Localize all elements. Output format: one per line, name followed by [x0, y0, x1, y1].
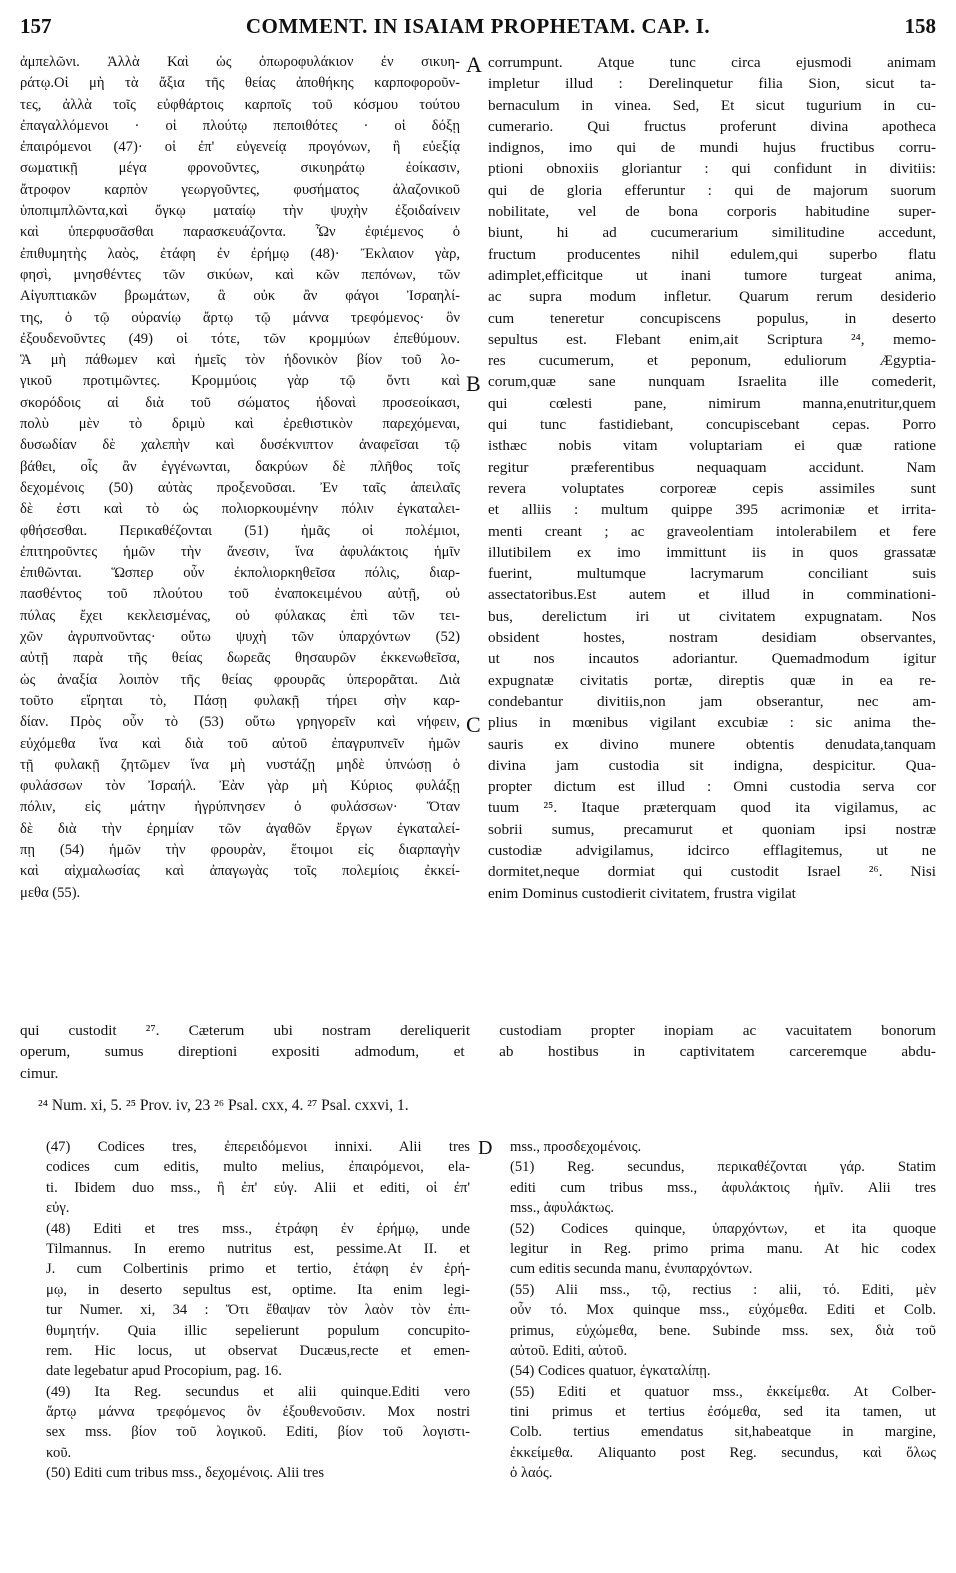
note-line: θυμητήν. Quia illic sepelierunt populum concupito-: [46, 1322, 470, 1339]
note-line: J. cum Colbertinis primo et tertio, ἐτάφη ἐν ἐρή-: [46, 1261, 470, 1278]
latin-line: obsident hostes, nostram desidiam observantes,: [488, 629, 936, 647]
note-line: (50) Editi cum tribus mss., δεχομένοις. Alii tres: [46, 1465, 325, 1482]
note-line: editi cum tribus mss., ἀφυλάκτοις ἡμῖν. Alii tres: [510, 1179, 936, 1196]
latin-line: condebantur divitiis,non jam obserantur, nec am-: [488, 692, 936, 710]
full-width-text: [20, 1020, 936, 1084]
greek-column: [20, 52, 460, 904]
page-header: [20, 8, 936, 40]
note-line: (47) Codices tres, ἐπερειδόμενοι innixi. Alii tres: [46, 1139, 470, 1155]
full-width-line: operum, sumus direptioni expositi admodum, et ab hostibus in captivitatem carceremque abdu-: [20, 1043, 936, 1061]
note-line: tur Numer. xi, 34 : Ὅτι ἔθαψαν τὸν λαὸν τὸν ἐπι-: [46, 1302, 470, 1319]
note-line: εὐγ.: [46, 1200, 70, 1217]
margin-letter-a: A: [466, 52, 482, 77]
latin-line: corum,quæ sane nunquam Israelita ille comederit,: [488, 373, 936, 391]
latin-line: tuum ²⁵. Itaque præterquam quod ita vigilamus, ac: [488, 799, 936, 817]
note-line: Colb. tertius emendatus sit,habeatque in margine,: [510, 1424, 936, 1441]
greek-line: ἐπαιρόμενοι (47)· οἱ ἐπ' εὐγενείᾳ προγόνων, ἢ εὐεξίᾳ: [20, 139, 460, 156]
note-line: primus, εὐχώμεθα, bene. Subinde mss. sex, διὰ τοῦ: [510, 1322, 936, 1339]
latin-line: qui de gloria efferuntur : qui de majorum suorum: [488, 181, 936, 199]
note-line: ἐκκείμεθα. Aliquanto post Reg. secundus, καὶ ὅλως: [510, 1444, 936, 1461]
latin-line: sepultus est. Flebant enim,ait Scriptura ²⁴, memo-: [488, 330, 936, 348]
greek-line: ἐξουδενοῦντες (49) οἱ τότε, τῶν κρομμύων ἐπεθύμουν.: [20, 330, 460, 347]
note-line: (54) Codices quatuor, ἐγκαταλίπῃ.: [510, 1363, 711, 1380]
greek-line: πασθέντος τοῦ πλούτου τοῦ ἐναποκειμένου αὐτῇ, οὐ: [20, 586, 460, 603]
greek-line: δυσωδίαν δὲ χαλεπὴν καὶ δυσέκνιπτον ἀναφεῖσαι τῷ: [20, 437, 460, 454]
latin-line: sobrii sumus, precamurut et quoniam ipsi nostræ: [488, 820, 936, 838]
greek-line: εὐχόμεθα ἵνα καὶ διὰ τοῦ αὐτοῦ ἐπαγρυπνεῖν ἡμῶν: [20, 735, 460, 752]
greek-line: ὡς ἀναξία λοιπὸν τῆς θείας φρουρᾶς ὑπερορᾶται. Διὰ: [20, 671, 460, 688]
greek-line: τῇ φυλακῇ ζητῶμεν ἵνα μὴ νυστάζῃ μηδὲ ὑπνώσῃ ὁ: [20, 756, 460, 773]
greek-line: ἀμπελῶνι. Ἀλλὰ Καὶ ὡς ὀπωροφυλάκιον ἐν σικυη-: [20, 54, 460, 70]
latin-line: custodiæ advigilamus, idcirco efflagitemus, ut ne: [488, 841, 936, 859]
latin-line: enim Dominus custodierit civitatem, frustra vigilat: [488, 884, 796, 902]
margin-letter-b: B: [466, 371, 481, 396]
note-line: cum editis secunda manu, ἐνυπαρχόντων.: [510, 1261, 753, 1278]
greek-line: δὲ διὰ τὴν ἐρημίαν τῶν ἀγαθῶν ἔργων ἐγκαταλεί-: [20, 820, 460, 837]
note-line: mss., ἀφυλάκτως.: [510, 1200, 614, 1217]
latin-line: assectatoribus.Est autem et illud in comminationi-: [488, 586, 936, 604]
greek-line: γικοῦ προτιμῶντες. Κρομμύοις γὰρ τῷ ὄντι καὶ: [20, 373, 460, 390]
note-line: κοῦ.: [46, 1444, 72, 1461]
greek-line: δεχομένοις (50) αὐτὰς προξενοῦσαι. Ἐν ταῖς ἀπειλαῖς: [20, 479, 460, 496]
note-line: (51) Reg. secundus, περικαθέζονται γάρ. Statim: [510, 1159, 936, 1176]
latin-line: corrumpunt. Atque tunc circa ejusmodi animam: [488, 54, 936, 71]
latin-line: dormitet,neque dormiat qui custodit Israel ²⁶. Nisi: [488, 863, 936, 881]
latin-line: qui cœlesti pane, nimirum manna,enutritur,quem: [488, 394, 936, 412]
latin-line: indignos, imo qui de mundi hujus fructibus corru-: [488, 139, 936, 157]
greek-line: φυλάσσων τὸν Ἰσραήλ. Ἐὰν γὰρ μὴ Κύριος φυλάξῃ: [20, 778, 460, 795]
note-line: (55) Alii mss., τῷ, rectius : alii, τό. Editi, μὲν: [510, 1281, 936, 1298]
greek-line: καὶ αἰχμαλωσίας καὶ ἀπαγωγὰς τοῖς πολεμίοις ἐκκεί-: [20, 863, 460, 880]
full-width-line: cimur.: [20, 1064, 59, 1082]
latin-line: expugnatæ civitatis portæ, direptis quæ in ea re-: [488, 671, 936, 689]
margin-letter-c: C: [466, 712, 481, 737]
scripture-references: ²⁴ Num. xi, 5. ²⁵ Prov. iv, 23 ²⁶ Psal. cxx, 4. ²⁷ Psal. cxxvi, 1.: [38, 1097, 409, 1114]
greek-line: καὶ ὑπερφυσᾶσθαι παρασκευάζοντα. Ὧν ἐφιέμενος ὁ: [20, 224, 460, 241]
greek-line: πῃ (54) ἡμῶν τὴν φρουρὰν, ἕτοιμοι εἰς διαρπαγὴν: [20, 841, 460, 858]
note-line: ἄρτῳ μάννα τρεφόμενος ὃν ἐξουθενοῦσιν. Mox nostri: [46, 1404, 470, 1421]
greek-line: μεθα (55).: [20, 884, 81, 901]
greek-line: βάθει, οἷς ἂν ἐγγένωνται, δακρύων δὲ πλῆθος τοῖς: [20, 458, 460, 475]
note-line: date legebatur apud Procopium, pag. 16.: [46, 1363, 282, 1380]
greek-line: φησὶ, μνησθέντες τῶν σικύων, καὶ κῶν πεπόνων, τῶν: [20, 266, 460, 283]
greek-line: ἐπαγαλλόμενοι · οἱ πλούτῳ πεποιθότες · οἱ δόξῃ: [20, 117, 460, 134]
greek-line: δὲ ἐστι καὶ τὸ ὡς πολιορκουμένην πόλιν ἐγκαταλει-: [20, 501, 460, 518]
latin-line: plius in mœnibus vigilant excubiæ : sic anima the-: [488, 714, 936, 732]
note-line: sex mss. βίον τοῦ λογικοῦ. Editi, βίον τοῦ λογιστι-: [46, 1424, 470, 1441]
note-line: μῳ, in deserto sepultus est, optime. Ita enim legi-: [46, 1281, 470, 1298]
page-number-left: 157: [20, 14, 52, 38]
greek-line: τοῦτο εἴρηται τὸ, Πάσῃ φυλακῇ τήρει σὴν καρ-: [20, 692, 460, 709]
footnotes-left: [46, 1137, 470, 1484]
latin-line: ut nos incautos adoriantur. Quemadmodum igitur: [488, 650, 936, 668]
note-line: (55) Editi et quatuor mss., ἐκκείμεθα. At Colber-: [510, 1383, 936, 1400]
note-line: αὐτοῦ. Editi, αὐτοῦ.: [510, 1342, 628, 1359]
latin-line: nobilitate, vel de bona corporis habitudine super-: [488, 203, 936, 221]
latin-line: propter dictum est illud : Omni custodia serva cor: [488, 778, 936, 796]
note-line: codices cum editis, multo melius, ἐπαιρόμενοι, ela-: [46, 1159, 470, 1176]
greek-line: Ἃ μὴ πάθωμεν καὶ ἡμεῖς τὸν ἡδονικὸν βίον τοῦ λο-: [20, 352, 460, 369]
note-line: (49) Ita Reg. secundus et alii quinque.Editi vero: [46, 1383, 470, 1400]
greek-line: πολὺ μὲν τὸ δριμὺ καὶ ἐρεθιστικὸν παρεχόμεναι,: [20, 416, 460, 433]
note-line: (52) Codices quinque, ὑπαρχόντων, et ita quoque: [510, 1220, 936, 1237]
latin-line: adimplet,efficitque ut inani tumore turgeat anima,: [488, 266, 936, 284]
greek-line: σκορόδοις αἱ διὰ τοῦ σώματος ἡδοναὶ προσεοίκασι,: [20, 394, 460, 411]
latin-line: bus, derelictum iri ut civitatem expugnatam. Nos: [488, 607, 936, 625]
note-line: ὁ λαός.: [510, 1465, 553, 1482]
greek-line: χῶν ἀγρυπνοῦντας· οὕτω ψυχὴ τῶν ὑπαρχόντων (52): [20, 629, 460, 646]
latin-line: et alliis : multum quippe 395 acrimoniæ et irrita-: [488, 501, 936, 519]
latin-line: impletur illud : Derelinquetur filia Sion, sicut ta-: [488, 75, 936, 93]
greek-line: ἐπιτηροῦντες ἡμῶν τὴν ἄνεσιν, ἵνα ἀφυλάκτοις ἡμῖν: [20, 543, 460, 560]
footnotes-right: [510, 1137, 936, 1484]
greek-line: ράτῳ.Οἱ μὴ τὰ ἄξια τῆς θείας ἀποθήκης καρποφοροῦν-: [20, 75, 460, 92]
full-width-line: qui custodit ²⁷. Cæterum ubi nostram dereliquerit custodiam propter inopiam ac vacuitatem bonorum: [20, 1022, 936, 1039]
note-line: (48) Editi et tres mss., ἐτράφη ἐν ἐρήμῳ, unde: [46, 1220, 470, 1237]
note-line: ti. Ibidem duo mss., ἢ ἐπ' εὐγ. Alii et editi, οἱ ἐπ': [46, 1179, 470, 1196]
note-line: legitur in Reg. primo prima manu. At hic codex: [510, 1240, 936, 1257]
latin-line: bernaculum in vinea. Sed, Et sicut tugurium in cu-: [488, 96, 936, 114]
greek-line: τες, ἀλλὰ τοῖς εὐφθάρτοις καρποῖς τοῦ κόσμου τούτου: [20, 96, 460, 113]
latin-line: sauris ex divino munere obtentis denudata,tanquam: [488, 735, 936, 753]
latin-line: illutibilem ex imo immittunt iis in quos grassatæ: [488, 543, 936, 561]
running-title: COMMENT. IN ISAIAM PROPHETAM. CAP. I.: [245, 14, 711, 38]
latin-line: ac supra modum infletur. Quarum rerum desiderio: [488, 288, 936, 306]
latin-line: fructum producentes nihil edulem,qui superbo flatu: [488, 245, 936, 263]
greek-line: της, ὁ τῷ οὐρανίῳ ἄρτῳ τῷ μάννα τρεφόμενος· ὃν: [20, 309, 460, 326]
margin-letter-d: D: [478, 1137, 493, 1159]
note-line: rem. Hic locus, ut observat Ducæus,recte et emen-: [46, 1342, 470, 1359]
latin-line: ptioni obnoxiis gloriantur : qui confidunt in divitiis:: [488, 160, 936, 178]
latin-line: cum teneretur concupiscens populus, in deserto: [488, 309, 936, 327]
latin-line: menti creant ; ac graveolentiam intolerabilem et fere: [488, 522, 936, 540]
page-number-right: 158: [904, 14, 936, 38]
greek-line: δίαν. Πρὸς οὖν τὸ (53) οὕτω γρηγορεῖν καὶ νήφειν,: [20, 714, 460, 731]
greek-line: Αἰγυπτιακῶν βρωμάτων, ἃ οὐκ ἂν φάγοι Ἰσραηλί-: [20, 288, 460, 305]
greek-line: σωματικῇ μέγα φρονοῦντες, σικυηράτῳ ἐοίκασιν,: [20, 160, 460, 177]
greek-line: ἐπιθῶνται. Ὥσπερ οὖν ἐκπολιορκηθεῖσα πόλις, διαρ-: [20, 565, 460, 582]
greek-line: ἄτροφον καρπὸν γεωργοῦντες, φυσήματος ἀλαζονικοῦ: [20, 181, 460, 198]
latin-line: res cucumerum, et peponum, eduliorum Ægyptia-: [488, 352, 936, 370]
greek-line: πύλας ἔχει κεκλεισμένας, οὐ φύλακας ἐπὶ τῶν τει-: [20, 607, 460, 624]
latin-column: [488, 52, 936, 904]
latin-line: fuerint, multumque lacrymarum conciliant suis: [488, 565, 936, 583]
note-line: mss., προσδεχομένοις.: [510, 1139, 642, 1155]
greek-line: πόλιν, εἰς μάτην ἠγρύπνησεν ὁ φυλάσσων· Ὅταν: [20, 799, 460, 816]
greek-line: ὑποπιμπλῶντα,καὶ ὄγκῳ ματαίῳ τὴν ψυχὴν ἐξοιδαίνειν: [20, 203, 460, 220]
latin-line: biunt, hi ad cucumerarium similitudine accedunt,: [488, 224, 936, 242]
latin-line: isthæc nobis vitam voluptariam ei quæ ratione: [488, 437, 936, 455]
note-line: Tilmannus. In eremo nutritus est, pessime.At II. et: [46, 1240, 470, 1257]
latin-line: cumerario. Qui fructus proferunt divina apotheca: [488, 117, 936, 135]
greek-line: αὐτῇ παρὰ τῆς θείας δωρεᾶς θησαυρῶν ἐκκενωθεῖσα,: [20, 650, 460, 667]
note-line: tini primus et tertius ἐσόμεθα, sed ita tamen, ut: [510, 1404, 936, 1421]
latin-line: divina jam custodia sit indigna, despicitur. Qua-: [488, 756, 936, 774]
greek-line: φθήσεσθαι. Περικαθέζονται (51) ἡμᾶς οἱ πολέμιοι,: [20, 522, 460, 539]
latin-line: regitur præferentibus nequaquam accidunt. Nam: [488, 458, 936, 476]
greek-line: ἐπιθυμητὴς λαὸς, ἐτάφη ἐν ἐρήμῳ (48)· Ἔκλαιον γὰρ,: [20, 245, 460, 262]
latin-line: revera voluptates corporeæ cepis assimiles sunt: [488, 479, 936, 497]
latin-line: qui tunc fastidiebant, concupiscebant cepas. Porro: [488, 416, 936, 434]
note-line: οὖν τό. Mox quinque mss., εὐχόμεθα. Editi et Colb.: [510, 1302, 936, 1319]
